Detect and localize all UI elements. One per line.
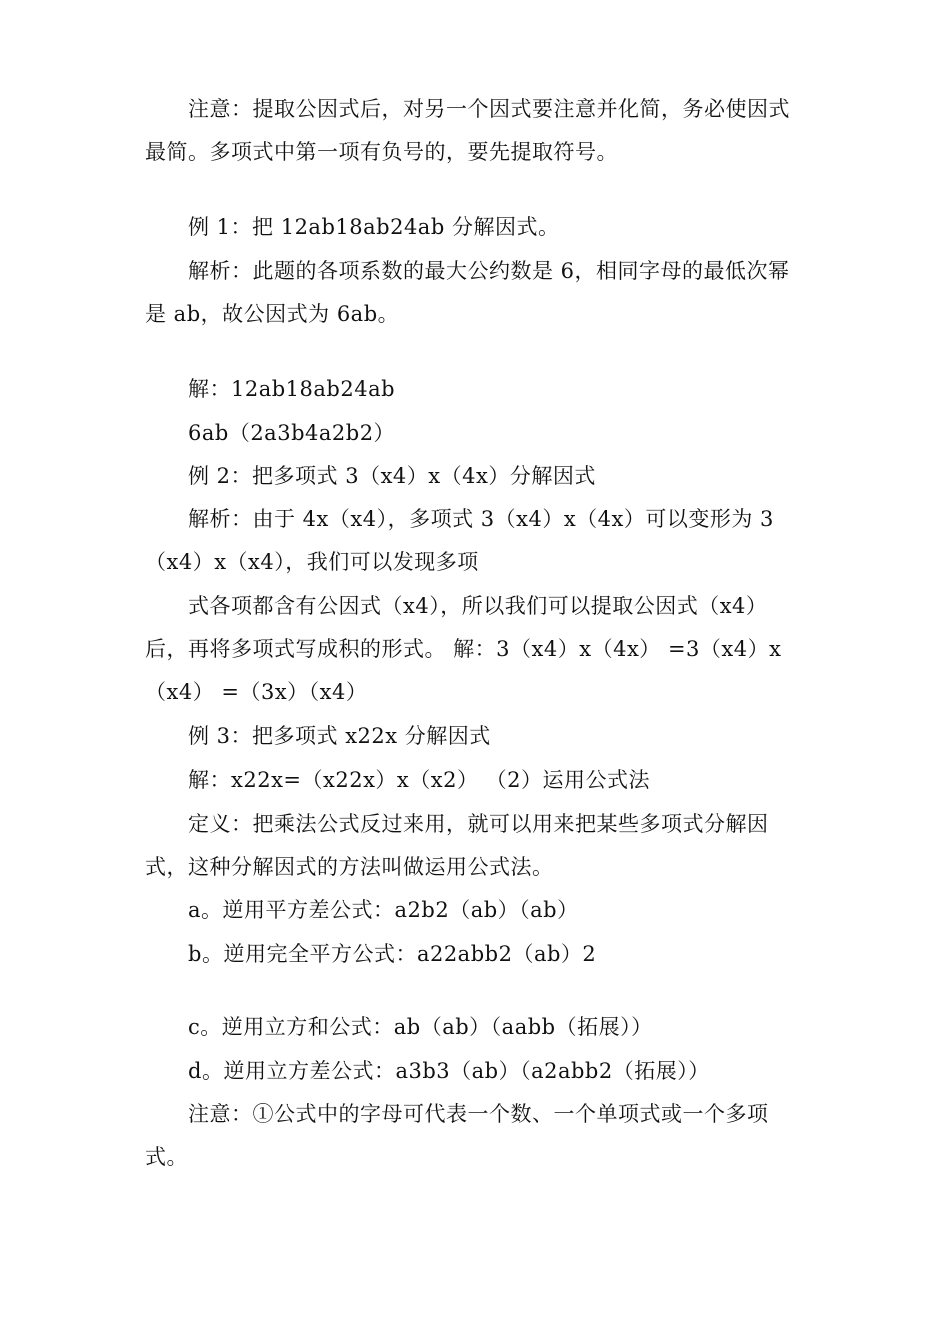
paragraph-example-2-analysis: 解析：由于 4x（x4），多项式 3（x4）x（4x）可以变形为 3（x4）x（x4），我们可以发现多项 [145, 507, 774, 574]
paragraph-formula-note: 注意：①公式中的字母可代表一个数、一个单项式或一个多项式。 [145, 1102, 769, 1169]
paragraph-example-1-result: 6ab（2a3b4a2b2） [188, 421, 396, 445]
paragraph-example-2-solution: 式各项都含有公因式（x4），所以我们可以提取公因式（x4）后，再将多项式写成积的形式。 解：3（x4）x（4x） =3（x4）x（x4） =（3x）（x4） [145, 594, 782, 704]
paragraph-example-2: 例 2：把多项式 3（x4）x（4x）分解因式 [188, 464, 596, 488]
paragraph-sum-of-cubes: c。逆用立方和公式：ab（ab）（aabb（拓展）） [188, 1015, 653, 1039]
paragraph-example-3: 例 3：把多项式 x22x 分解因式 [188, 724, 491, 748]
paragraph-note-common-factor: 注意：提取公因式后，对另一个因式要注意并化简，务必使因式最简。多项式中第一项有负号的，要先提取符号。 [145, 97, 790, 164]
paragraph-example-3-solution: 解：x22x=（x22x）x（x2） （2）运用公式法 [188, 768, 650, 792]
paragraph-difference-of-squares: a。逆用平方差公式：a2b2（ab）（ab） [188, 898, 579, 922]
paragraph-perfect-square: b。逆用完全平方公式：a22abb2（ab）2 [188, 942, 597, 966]
paragraph-example-1-solution: 解：12ab18ab24ab [188, 377, 396, 401]
paragraph-formula-method-definition: 定义：把乘法公式反过来用，就可以用来把某些多项式分解因式，这种分解因式的方法叫做运用公式法。 [145, 812, 769, 879]
paragraph-difference-of-cubes: d。逆用立方差公式：a3b3（ab）（a2abb2（拓展）） [188, 1059, 710, 1083]
paragraph-example-1-analysis: 解析：此题的各项系数的最大公约数是 6，相同字母的最低次幂是 ab，故公因式为 6ab。 [145, 259, 790, 326]
paragraph-example-1: 例 1：把 12ab18ab24ab 分解因式。 [188, 215, 560, 239]
